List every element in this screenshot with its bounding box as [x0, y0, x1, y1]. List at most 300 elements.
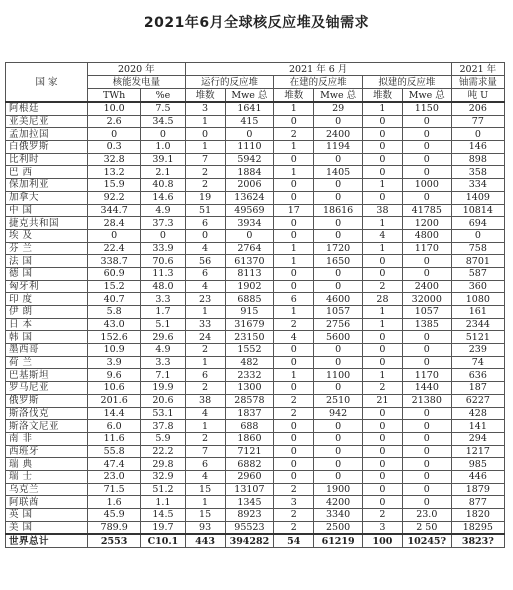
cell-units-construction: 2: [274, 407, 314, 420]
cell-units-construction: 0: [274, 153, 314, 166]
cell-uranium-tu: 1820: [451, 509, 504, 522]
cell-uranium-tu: 694: [451, 217, 504, 230]
cell-country: 墨西哥: [6, 344, 88, 357]
cell-pct: 1.1: [141, 496, 185, 509]
cell-units-planned: 38: [363, 204, 403, 217]
cell-pct: 1.7: [141, 306, 185, 319]
cell-mwe-operating: 3934: [225, 217, 274, 230]
cell-uranium-tu: 77: [451, 115, 504, 128]
cell-pct: 22.2: [141, 445, 185, 458]
cell-mwe-operating: 13624: [225, 191, 274, 204]
cell-mwe-operating: 1300: [225, 382, 274, 395]
cell-uranium-tu: 877: [451, 496, 504, 509]
cell-twh: 9.6: [88, 369, 141, 382]
cell-mwe-planned: 2 50: [402, 521, 451, 534]
cell-mwe-operating: 2006: [225, 179, 274, 192]
cell-units-operating: 2: [185, 344, 225, 357]
cell-units-operating: 2: [185, 382, 225, 395]
header-mwe-planned: Mwe 总: [402, 89, 451, 103]
cell-mwe-construction: 2510: [314, 394, 363, 407]
cell-uranium-tu: 0: [451, 229, 504, 242]
cell-mwe-planned: 0: [402, 166, 451, 179]
cell-pct: 0: [141, 229, 185, 242]
reactor-table: [5, 62, 505, 548]
table-row: [6, 509, 505, 522]
header-2020-year: 2020 年: [88, 63, 186, 76]
table-row: [6, 217, 505, 230]
cell-twh: 55.8: [88, 445, 141, 458]
cell-mwe-construction: 1405: [314, 166, 363, 179]
table-row: [6, 496, 505, 509]
cell-units-construction: 0: [274, 470, 314, 483]
header-mwe-operating: Mwe 总: [225, 89, 274, 103]
cell-twh: 15.9: [88, 179, 141, 192]
cell-mwe-planned: 0: [402, 255, 451, 268]
cell-mwe-operating: 415: [225, 115, 274, 128]
cell-pct: 19.9: [141, 382, 185, 395]
table-body: [6, 102, 505, 548]
cell-mwe-operating: 2764: [225, 242, 274, 255]
cell-units-planned: 0: [363, 344, 403, 357]
cell-pct: 4.9: [141, 344, 185, 357]
cell-units-construction: 0: [274, 217, 314, 230]
cell-country: 中 国: [6, 204, 88, 217]
cell-twh: 15.2: [88, 280, 141, 293]
cell-units-operating: 2: [185, 179, 225, 192]
cell-twh: 152.6: [88, 331, 141, 344]
cell-uranium-tu: 2344: [451, 318, 504, 331]
cell-mwe-construction: 5600: [314, 331, 363, 344]
cell-pct: 37.3: [141, 217, 185, 230]
cell-mwe-operating: 1641: [225, 102, 274, 115]
cell-mwe-operating: 1837: [225, 407, 274, 420]
cell-units-operating: 56: [185, 255, 225, 268]
cell-mwe-planned: 1000: [402, 179, 451, 192]
cell-units-operating: 1: [185, 306, 225, 319]
cell-uranium-tu: 1879: [451, 483, 504, 496]
cell-units-planned: 1: [363, 242, 403, 255]
cell-country: 西班牙: [6, 445, 88, 458]
cell-twh: 3.9: [88, 356, 141, 369]
cell-mwe-construction: 0: [314, 191, 363, 204]
cell-uranium-tu: 985: [451, 458, 504, 471]
cell-mwe-operating: 13107: [225, 483, 274, 496]
header-construction-reactors: 在建的反应堆: [274, 76, 363, 89]
cell-pct: 34.5: [141, 115, 185, 128]
cell-uranium-tu: 1217: [451, 445, 504, 458]
cell-mwe-operating: 2960: [225, 470, 274, 483]
cell-units-operating: 23: [185, 293, 225, 306]
cell-country: 巴 西: [6, 166, 88, 179]
cell-twh: 92.2: [88, 191, 141, 204]
cell-pct: 37.8: [141, 420, 185, 433]
cell-mwe-construction: 0: [314, 432, 363, 445]
table-row: [6, 369, 505, 382]
table-row: [6, 293, 505, 306]
cell-mwe-construction: 0: [314, 470, 363, 483]
cell-pct: 3.3: [141, 356, 185, 369]
header-pct: %e: [141, 89, 185, 103]
table-row: [6, 191, 505, 204]
cell-twh: 0.3: [88, 141, 141, 154]
cell-units-construction: 2: [274, 483, 314, 496]
cell-units-operating: 2: [185, 166, 225, 179]
cell-mwe-operating: 49569: [225, 204, 274, 217]
table-row: [6, 166, 505, 179]
cell-mwe-planned: 1170: [402, 369, 451, 382]
cell-units-construction: 0: [274, 432, 314, 445]
cell-uranium-tu: 758: [451, 242, 504, 255]
header-2021-year: 2021 年: [451, 63, 504, 76]
cell-country: 韩 国: [6, 331, 88, 344]
cell-units-construction: 0: [274, 115, 314, 128]
cell-pct: 48.0: [141, 280, 185, 293]
cell-country: 瑞 典: [6, 458, 88, 471]
cell-mwe-operating: 61370: [225, 255, 274, 268]
cell-country: 阿根廷: [6, 102, 88, 115]
cell-units-construction: 2: [274, 521, 314, 534]
cell-units-operating: 6: [185, 217, 225, 230]
cell-mwe-operating: 6882: [225, 458, 274, 471]
cell-country: 加拿大: [6, 191, 88, 204]
cell-mwe-planned: 1440: [402, 382, 451, 395]
cell-twh: 6.0: [88, 420, 141, 433]
cell-pct: 14.6: [141, 191, 185, 204]
cell-twh: 45.9: [88, 509, 141, 522]
cell-twh: 201.6: [88, 394, 141, 407]
header-units-planned: 堆数: [363, 89, 403, 103]
table-row: [6, 356, 505, 369]
table-row: [6, 420, 505, 433]
cell-mwe-planned: 0: [402, 356, 451, 369]
total-pct: C10.1: [141, 534, 185, 547]
cell-uranium-tu: 360: [451, 280, 504, 293]
cell-country: 斯洛伐克: [6, 407, 88, 420]
cell-mwe-construction: 0: [314, 420, 363, 433]
cell-mwe-construction: 0: [314, 356, 363, 369]
table-row: [6, 458, 505, 471]
table-row: [6, 229, 505, 242]
total-mwe-planned: 10245?: [402, 534, 451, 547]
cell-twh: 28.4: [88, 217, 141, 230]
table-row: [6, 407, 505, 420]
cell-pct: 14.5: [141, 509, 185, 522]
cell-units-planned: 0: [363, 407, 403, 420]
cell-units-planned: 3: [363, 521, 403, 534]
cell-units-planned: 0: [363, 166, 403, 179]
cell-units-construction: 1: [274, 306, 314, 319]
cell-country: 伊 朗: [6, 306, 88, 319]
cell-mwe-construction: 2400: [314, 128, 363, 141]
cell-units-construction: 1: [274, 255, 314, 268]
cell-country: 阿联酋: [6, 496, 88, 509]
cell-units-operating: 51: [185, 204, 225, 217]
cell-units-operating: 4: [185, 407, 225, 420]
cell-uranium-tu: 636: [451, 369, 504, 382]
cell-pct: 70.6: [141, 255, 185, 268]
cell-units-planned: 0: [363, 115, 403, 128]
header-units-operating: 堆数: [185, 89, 225, 103]
cell-units-operating: 33: [185, 318, 225, 331]
table-row: [6, 267, 505, 280]
header-uranium-demand: 铀需求量: [451, 76, 504, 89]
cell-units-construction: 1: [274, 102, 314, 115]
cell-mwe-planned: 41785: [402, 204, 451, 217]
cell-country: 印 度: [6, 293, 88, 306]
cell-units-operating: 19: [185, 191, 225, 204]
cell-uranium-tu: 187: [451, 382, 504, 395]
total-mwe-operating: 394282: [225, 534, 274, 547]
cell-uranium-tu: 161: [451, 306, 504, 319]
cell-pct: 19.7: [141, 521, 185, 534]
cell-mwe-construction: 1194: [314, 141, 363, 154]
cell-twh: 2.6: [88, 115, 141, 128]
cell-twh: 5.8: [88, 306, 141, 319]
cell-units-operating: 0: [185, 128, 225, 141]
cell-mwe-operating: 1884: [225, 166, 274, 179]
cell-country: 德 国: [6, 267, 88, 280]
cell-pct: 2.1: [141, 166, 185, 179]
cell-mwe-planned: 0: [402, 483, 451, 496]
cell-mwe-construction: 4600: [314, 293, 363, 306]
cell-units-planned: 2: [363, 509, 403, 522]
cell-units-planned: 0: [363, 458, 403, 471]
cell-uranium-tu: 294: [451, 432, 504, 445]
cell-twh: 71.5: [88, 483, 141, 496]
cell-units-construction: 2: [274, 318, 314, 331]
cell-twh: 1.6: [88, 496, 141, 509]
cell-mwe-operating: 6885: [225, 293, 274, 306]
cell-pct: 4.9: [141, 204, 185, 217]
cell-twh: 344.7: [88, 204, 141, 217]
cell-uranium-tu: 428: [451, 407, 504, 420]
cell-units-construction: 0: [274, 280, 314, 293]
cell-uranium-tu: 334: [451, 179, 504, 192]
cell-twh: 23.0: [88, 470, 141, 483]
cell-uranium-tu: 358: [451, 166, 504, 179]
cell-uranium-tu: 206: [451, 102, 504, 115]
cell-mwe-operating: 0: [225, 229, 274, 242]
cell-mwe-planned: 0: [402, 115, 451, 128]
cell-uranium-tu: 18295: [451, 521, 504, 534]
cell-country: 美 国: [6, 521, 88, 534]
cell-units-planned: 0: [363, 128, 403, 141]
cell-twh: 40.7: [88, 293, 141, 306]
cell-units-planned: 1: [363, 102, 403, 115]
cell-country: 斯洛文尼亚: [6, 420, 88, 433]
cell-twh: 32.8: [88, 153, 141, 166]
cell-units-planned: 1: [363, 369, 403, 382]
cell-mwe-operating: 8113: [225, 267, 274, 280]
cell-units-operating: 15: [185, 509, 225, 522]
cell-units-planned: 0: [363, 483, 403, 496]
cell-units-planned: 0: [363, 420, 403, 433]
table-row: [6, 242, 505, 255]
cell-mwe-operating: 1110: [225, 141, 274, 154]
cell-mwe-planned: 0: [402, 420, 451, 433]
cell-units-planned: 0: [363, 153, 403, 166]
cell-units-construction: 1: [274, 242, 314, 255]
page-title: 2021年6月全球核反应堆及铀需求: [143, 15, 370, 31]
cell-mwe-construction: 0: [314, 115, 363, 128]
cell-units-construction: 0: [274, 356, 314, 369]
cell-mwe-construction: 0: [314, 179, 363, 192]
header-tonnes-u: 吨 U: [451, 89, 504, 103]
cell-country: 俄罗斯: [6, 394, 88, 407]
cell-units-construction: 0: [274, 382, 314, 395]
cell-units-planned: 1: [363, 306, 403, 319]
cell-units-operating: 4: [185, 280, 225, 293]
header-nuclear-generation: 核能发电量: [88, 76, 186, 89]
cell-units-operating: 4: [185, 470, 225, 483]
table-row: [6, 318, 505, 331]
cell-units-construction: 0: [274, 458, 314, 471]
cell-units-operating: 7: [185, 445, 225, 458]
cell-uranium-tu: 0: [451, 128, 504, 141]
cell-pct: 20.6: [141, 394, 185, 407]
cell-units-planned: 2: [363, 382, 403, 395]
table-row: [6, 483, 505, 496]
table-row: [6, 141, 505, 154]
cell-uranium-tu: 74: [451, 356, 504, 369]
cell-uranium-tu: 446: [451, 470, 504, 483]
cell-units-operating: 1: [185, 141, 225, 154]
cell-pct: 5.1: [141, 318, 185, 331]
cell-units-construction: 2: [274, 128, 314, 141]
cell-mwe-construction: 0: [314, 445, 363, 458]
cell-twh: 0: [88, 229, 141, 242]
header-units-construction: 堆数: [274, 89, 314, 103]
cell-units-construction: 4: [274, 331, 314, 344]
cell-units-planned: 0: [363, 191, 403, 204]
total-units-construction: 54: [274, 534, 314, 547]
cell-mwe-operating: 8923: [225, 509, 274, 522]
header-2021-june: 2021 年 6 月: [185, 63, 451, 76]
cell-mwe-construction: 0: [314, 217, 363, 230]
table-row: [6, 128, 505, 141]
cell-mwe-planned: 23.0: [402, 509, 451, 522]
cell-mwe-operating: 95523: [225, 521, 274, 534]
cell-mwe-planned: 0: [402, 458, 451, 471]
cell-pct: 7.1: [141, 369, 185, 382]
cell-mwe-planned: 1170: [402, 242, 451, 255]
cell-mwe-construction: 0: [314, 229, 363, 242]
table-row: [6, 153, 505, 166]
cell-twh: 10.0: [88, 102, 141, 115]
cell-units-operating: 0: [185, 229, 225, 242]
cell-mwe-construction: 0: [314, 458, 363, 471]
cell-mwe-construction: 942: [314, 407, 363, 420]
cell-uranium-tu: 1409: [451, 191, 504, 204]
cell-units-construction: 0: [274, 191, 314, 204]
cell-country: 匈牙利: [6, 280, 88, 293]
cell-units-operating: 6: [185, 267, 225, 280]
cell-country: 亚美尼亚: [6, 115, 88, 128]
cell-units-planned: 28: [363, 293, 403, 306]
cell-country: 乌克兰: [6, 483, 88, 496]
cell-twh: 60.9: [88, 267, 141, 280]
table-row: [6, 115, 505, 128]
table-row: [6, 255, 505, 268]
table-row: [6, 445, 505, 458]
cell-units-planned: 0: [363, 496, 403, 509]
cell-pct: 11.3: [141, 267, 185, 280]
cell-units-planned: 21: [363, 394, 403, 407]
cell-units-planned: 0: [363, 141, 403, 154]
cell-units-operating: 1: [185, 115, 225, 128]
cell-mwe-construction: 0: [314, 153, 363, 166]
table-row: [6, 280, 505, 293]
cell-uranium-tu: 5121: [451, 331, 504, 344]
cell-country: 荷 兰: [6, 356, 88, 369]
cell-units-construction: 0: [274, 179, 314, 192]
cell-mwe-planned: 0: [402, 191, 451, 204]
header-country: 国 家: [6, 63, 88, 103]
cell-mwe-construction: 1720: [314, 242, 363, 255]
cell-mwe-planned: 21380: [402, 394, 451, 407]
cell-uranium-tu: 587: [451, 267, 504, 280]
cell-mwe-construction: 2500: [314, 521, 363, 534]
cell-units-construction: 0: [274, 344, 314, 357]
cell-uranium-tu: 146: [451, 141, 504, 154]
cell-units-operating: 24: [185, 331, 225, 344]
cell-pct: 0: [141, 128, 185, 141]
cell-mwe-planned: 1200: [402, 217, 451, 230]
cell-uranium-tu: 239: [451, 344, 504, 357]
cell-country: 瑞 士: [6, 470, 88, 483]
cell-mwe-construction: 1100: [314, 369, 363, 382]
cell-country: 埃 及: [6, 229, 88, 242]
cell-units-planned: 0: [363, 356, 403, 369]
cell-twh: 22.4: [88, 242, 141, 255]
cell-mwe-construction: 1057: [314, 306, 363, 319]
cell-uranium-tu: 1080: [451, 293, 504, 306]
cell-country: 比利时: [6, 153, 88, 166]
table-row: [6, 102, 505, 115]
cell-pct: 40.8: [141, 179, 185, 192]
cell-country: 保加利亚: [6, 179, 88, 192]
header-operating-reactors: 运行的反应堆: [185, 76, 274, 89]
cell-twh: 338.7: [88, 255, 141, 268]
total-units-operating: 443: [185, 534, 225, 547]
cell-twh: 789.9: [88, 521, 141, 534]
cell-units-construction: 1: [274, 141, 314, 154]
header-twh: TWh: [88, 89, 141, 103]
cell-uranium-tu: 141: [451, 420, 504, 433]
cell-pct: 33.9: [141, 242, 185, 255]
cell-mwe-planned: 0: [402, 141, 451, 154]
cell-mwe-operating: 1860: [225, 432, 274, 445]
cell-units-planned: 0: [363, 445, 403, 458]
cell-country: 英 国: [6, 509, 88, 522]
cell-units-construction: 0: [274, 267, 314, 280]
cell-twh: 11.6: [88, 432, 141, 445]
cell-units-operating: 4: [185, 242, 225, 255]
table-row: [6, 394, 505, 407]
cell-mwe-construction: 1650: [314, 255, 363, 268]
table-row: [6, 331, 505, 344]
cell-mwe-planned: 0: [402, 153, 451, 166]
total-country: 世界总计: [6, 534, 88, 547]
cell-twh: 13.2: [88, 166, 141, 179]
cell-mwe-planned: 0: [402, 470, 451, 483]
total-twh: 2553: [88, 534, 141, 547]
cell-mwe-planned: 0: [402, 331, 451, 344]
cell-units-planned: 0: [363, 267, 403, 280]
total-units-planned: 100: [363, 534, 403, 547]
cell-mwe-planned: 0: [402, 445, 451, 458]
cell-mwe-construction: 4200: [314, 496, 363, 509]
